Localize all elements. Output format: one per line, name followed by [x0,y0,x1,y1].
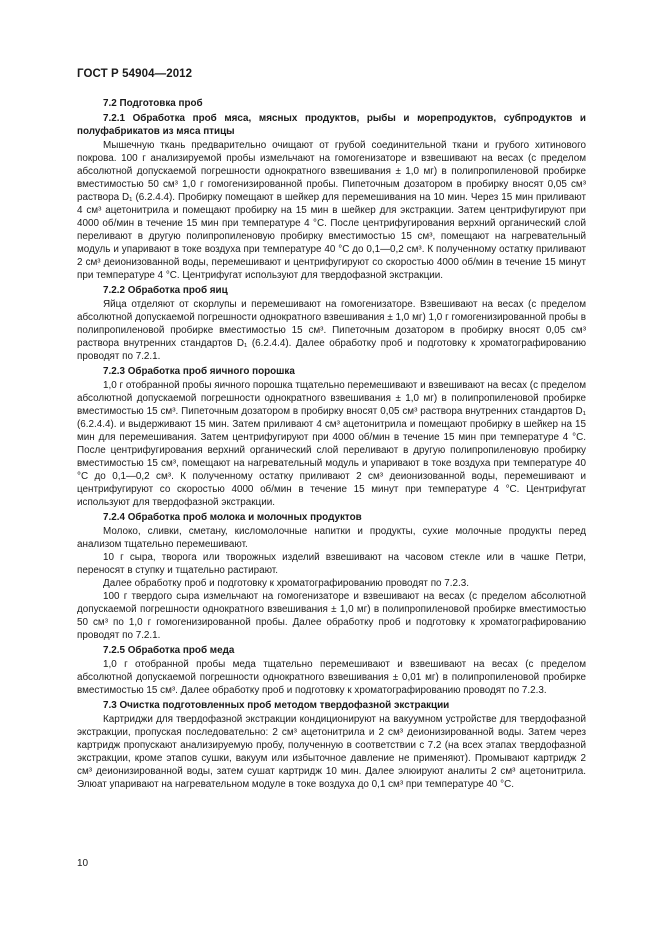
paragraph: Молоко, сливки, сметану, кисломолочные напитки и продукты, сухие молочные продукты перед анализом тщательно перемешивают. [77,526,586,550]
paragraph: 10 г сыра, творога или творожных изделий взвешивают на часовом стекле или в чашке Петри, переносят в ступку и тщательно растирают. [77,552,586,576]
subsection-heading: 7.2.5 Обработка проб меда [103,645,235,656]
section-heading: 7.2 Подготовка проб [103,98,203,109]
paragraph: 1,0 г отобранной пробы яичного порошка тщательно перемешивают и взвешивают на весах (с пределом абсолютной допускаемой погрешности однократного взвешивания ± 1,0 мг) в полипропиленовой пробирке вместимостью 15 см³. Пипеточным дозатором в пробирку вносят 0,05 см³ раствора внутренних стандартов D₁ (6.2.4.4). и выдерживают 15 мин. Затем приливают 4 см³ ацетонитрила и помещают пробирку в шейкер на 15 мин для перемешивания. Затем центрифугируют при 4000 об/мин в течение 15 мин при температуре 4 °С. После центрифугирования верхний органический слой переливают в другую полипропиленовую пробирку вместимостью 15 см³, помещают на нагревательный модуль и упаривают в токе воздуха при температуре 40 °С до 0,1—0,2 см³. К полученному остатку приливают 2 см³ деионизованной воды, перемешивают и центрифугируют со скоростью 4000 об/мин в течение 15 минут при температуре 4 °С. Центрифугат используют для твердофазной экстракции. [77,380,586,508]
section-heading: 7.3 Очистка подготовленных проб методом твердофазной экстракции [103,700,450,711]
paragraph: Картриджи для твердофазной экстракции кондиционируют на вакуумном устройстве для твердофазной экстракции, пропуская последовательно: 2 см³ ацетонитрила и 2 см³ деионизированной воды. Затем через картридж пропускают анализируемую пробу, полученную в соответствии с 7.2 (на всех этапах твердофазной экстракции, кроме этапов сушки, вакуум или избыточное давление не применяют). Промывают картридж 2 см³ деионизированной воды, затем сушат картридж 10 мин. Далее элюируют аналиты 2 см³ ацетонитрила. Элюат упаривают на нагревательном модуле в токе воздуха до 0,1 см³ при температуре 40 °С. [77,714,586,790]
paragraph: Мышечную ткань предварительно очищают от грубой соединительной ткани и грубого хитинового покрова. 100 г анализируемой пробы измельчают на гомогенизаторе и взвешивают на весах (с пределом абсолютной допускаемой погрешности однократного взвешивания ± 1,0 мг) в полипропиленовой пробирке вместимостью 50 см³ 1,0 г гомогенизированной пробы. Пипеточным дозатором в пробирку вносят 0,05 см³ раствора D₁ (6.2.4.4). Пробирку помещают в шейкер для перемешивания на 10 мин. Через 15 мин приливают 4 см³ ацетонитрила и помещают пробирку на 15 мин в шейкер для экстракции. Затем центрифугируют при 4000 об/мин в течение 15 мин при температуре 4 °С. После центрифугирования верхний органический слой переливают в другую полипропиленовую пробирку вместимостью 15 см³, помещают на нагревательный модуль и упаривают в токе воздуха при температуре 40 °С до 0,1—0,2 см³. К полученному остатку приливают 2 см³ деионизованной воды, перемешивают и центрифугируют со скоростью 4000 об/мин в течение 15 минут при температуре 4 °С. Центрифугат используют для твердофазной экстракции. [77,140,586,281]
subsection-heading: 7.2.1 Обработка проб мяса, мясных продуктов, рыбы и морепродуктов, субпродуктов и полуфабрикатов из мяса птицы [77,113,586,137]
paragraph: 100 г твердого сыра измельчают на гомогенизаторе и взвешивают на весах (с пределом абсолютной допускаемой погрешности однократного взвешивания ± 1,0 мг) в полипропиленовой пробирке вместимостью 50 см³ по 1,0 г гомогенизированной пробы. Далее обработку проб и подготовку к хроматографированию проводят по 7.2.1. [77,591,586,641]
paragraph: Далее обработку проб и подготовку к хроматографированию проводят по 7.2.3. [103,578,469,589]
document-header: ГОСТ Р 54904—2012 [77,68,193,80]
page-number: 10 [77,858,89,869]
document-body [77,95,586,791]
subsection-heading: 7.2.2 Обработка проб яиц [103,285,228,296]
subsection-heading: 7.2.3 Обработка проб яичного порошка [103,366,295,377]
paragraph: 1,0 г отобранной пробы меда тщательно перемешивают и взвешивают на весах (с пределом абсолютной допускаемой погрешности однократного взвешивания ± 0,01 мг) в полипропиленовой пробирке вместимостью 15 см³. Далее обработку проб и подготовку к хроматографированию проводят по 7.2.3. [77,659,586,696]
paragraph: Яйца отделяют от скорлупы и перемешивают на гомогенизаторе. Взвешивают на весах (с пределом абсолютной допускаемой погрешности однократного взвешивания ± 1,0 мг) 1,0 г гомогенизированной пробы в полипропиленовой пробирке вместимостью 15 см³. Пипеточным дозатором в пробирку вносят 0,05 см³ раствора внутренних стандартов D₁ (6.2.4.4). Далее обработку проб и подготовку к хроматографированию проводят по 7.2.1. [77,299,586,362]
subsection-heading: 7.2.4 Обработка проб молока и молочных продуктов [103,512,362,523]
